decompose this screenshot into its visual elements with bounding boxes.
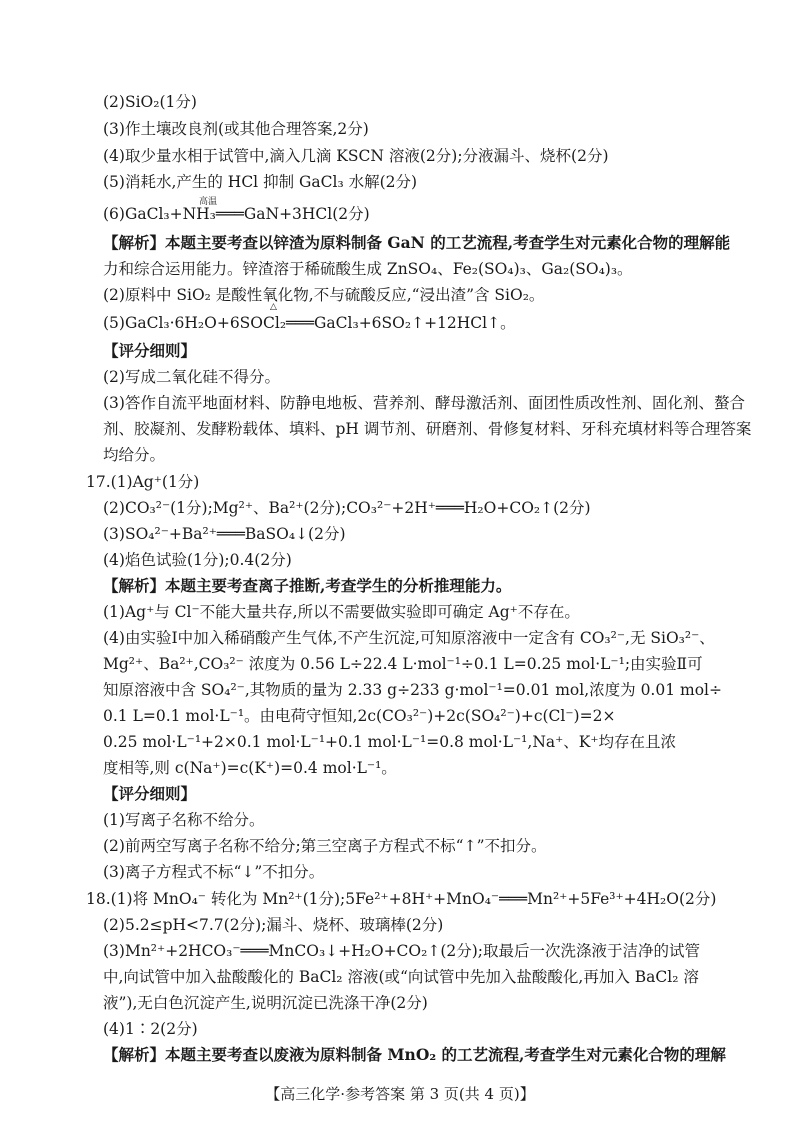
analysis-17-4-line6: 度相等,则 c(Na⁺)=c(K⁺)=0.4 mol·L⁻¹。 <box>103 759 397 777</box>
answer-18-3-line1: (3)Mn²⁺+2HCO₃⁻═══MnCO₃↓+H₂O+CO₂↑(2分);取最后一次洗涤液于洁净的试管 <box>103 942 701 960</box>
analysis-17-4-line5: 0.25 mol·L⁻¹+2×0.1 mol·L⁻¹+0.1 mol·L⁻¹=0.8 mol·L⁻¹,Na⁺、K⁺均存在且浓 <box>103 733 677 751</box>
analysis-16-2: (2)原料中 SiO₂ 是酸性氧化物,不与硫酸反应,“浸出渣”含 SiO₂。 <box>103 286 545 304</box>
page-footer: 【高三化学·参考答案 第 3 页(共 4 页)】 <box>265 1085 535 1103</box>
answer-17-1: 17.(1)Ag⁺(1分) <box>86 473 200 491</box>
answer-18-3-line2: 中,向试管中加入盐酸酸化的 BaCl₂ 溶液(或“向试管中先加入盐酸酸化,再加入 BaCl₂ 溶 <box>103 968 699 986</box>
analysis-17-line1: 【解析】本题主要考查离子推断,考查学生的分析推理能力。 <box>103 576 512 595</box>
condition-heat: △ <box>270 302 277 312</box>
scoring-16-3-line3: 均给分。 <box>103 446 166 464</box>
analysis-18-line1: 【解析】本题主要考查以废液为原料制备 MnO₂ 的工艺流程,考查学生对元素化合物的理解 <box>103 1045 726 1064</box>
scoring-16-2: (2)写成二氧化硅不得分。 <box>103 368 280 386</box>
answer-16-5: (5)消耗水,产生的 HCl 抑制 GaCl₃ 水解(2分) <box>103 173 418 191</box>
answer-18-4: (4)1∶2(2分) <box>103 1020 198 1038</box>
answer-17-3: (3)SO₄²⁻+Ba²⁺═══BaSO₄↓(2分) <box>103 525 346 543</box>
answer-18-2: (2)5.2≤pH<7.7(2分);漏斗、烧杯、玻璃棒(2分) <box>103 916 444 934</box>
analysis-16-5: (5)GaCl₃·6H₂O+6SOCl₂═══GaCl₃+6SO₂↑+12HCl↑。 <box>103 314 516 332</box>
analysis-17-4-line4: 0.1 L=0.1 mol·L⁻¹。由电荷守恒知,2c(CO₃²⁻)+2c(SO₄²⁻)+c(Cl⁻)=2× <box>103 707 616 725</box>
answer-16-3: (3)作土壤改良剂(或其他合理答案,2分) <box>103 120 369 138</box>
scoring-17-2: (2)前两空写离子名称不给分;第三空离子方程式不标“↑”不扣分。 <box>103 837 547 855</box>
analysis-17-4-line1: (4)由实验Ⅰ中加入稀硝酸产生气体,不产生沉淀,可知原溶液中一定含有 CO₃²⁻,无 SiO₃²⁻、 <box>103 629 715 647</box>
answer-16-2: (2)SiO₂(1分) <box>103 93 197 111</box>
scoring-rules-heading-16: 【评分细则】 <box>103 341 197 360</box>
scoring-16-3-line1: (3)答作自流平地面材料、防静电地板、营养剂、酵母激活剂、面团性质改性剂、固化剂、螯合 <box>103 394 745 412</box>
scoring-rules-heading-17: 【评分细则】 <box>103 784 197 803</box>
answer-17-2: (2)CO₃²⁻(1分);Mg²⁺、Ba²⁺(2分);CO₃²⁻+2H⁺═══H₂O+CO₂↑(2分) <box>103 499 591 517</box>
scoring-17-3: (3)离子方程式不标“↓”不扣分。 <box>103 863 325 881</box>
scoring-17-1: (1)写离子名称不给分。 <box>103 811 265 829</box>
condition-high-temp: 高温 <box>199 197 218 207</box>
analysis-17-4-line2: Mg²⁺、Ba²⁺,CO₃²⁻ 浓度为 0.56 L÷22.4 L·mol⁻¹÷0.1 L=0.25 mol·L⁻¹;由实验Ⅱ可 <box>103 655 703 673</box>
answer-18-3-line3: 液”),无白色沉淀产生,说明沉淀已洗涤干净(2分) <box>103 994 428 1012</box>
analysis-17-4-line3: 知原溶液中含 SO₄²⁻,其物质的量为 2.33 g÷233 g·mol⁻¹=0.01 mol,浓度为 0.01 mol÷ <box>103 681 722 699</box>
answer-16-6: (6)GaCl₃+NH₃═══GaN+3HCl(2分) <box>103 205 370 223</box>
analysis-16-line1: 【解析】本题主要考查以锌渣为原料制备 GaN 的工艺流程,考查学生对元素化合物的理解能 <box>103 233 731 252</box>
analysis-17-1: (1)Ag⁺与 Cl⁻不能大量共存,所以不需要做实验即可确定 Ag⁺不存在。 <box>103 603 580 621</box>
analysis-16-line2: 力和综合运用能力。锌渣溶于稀硫酸生成 ZnSO₄、Fe₂(SO₄)₃、Ga₂(SO₄)₃。 <box>103 260 633 278</box>
answer-17-4: (4)焰色试验(1分);0.4(2分) <box>103 551 292 569</box>
answer-18-1: 18.(1)将 MnO₄⁻ 转化为 Mn²⁺(1分);5Fe²⁺+8H⁺+MnO₄⁻═══Mn²⁺+5Fe³⁺+4H₂O(2分) <box>86 890 717 908</box>
scoring-16-3-line2: 剂、胶凝剂、发酵粉载体、填料、pH 调节剂、研磨剂、骨修复材料、牙科充填材料等合理答案 <box>103 420 752 438</box>
answer-16-4: (4)取少量水相于试管中,滴入几滴 KSCN 溶液(2分);分液漏斗、烧杯(2分) <box>103 147 609 165</box>
